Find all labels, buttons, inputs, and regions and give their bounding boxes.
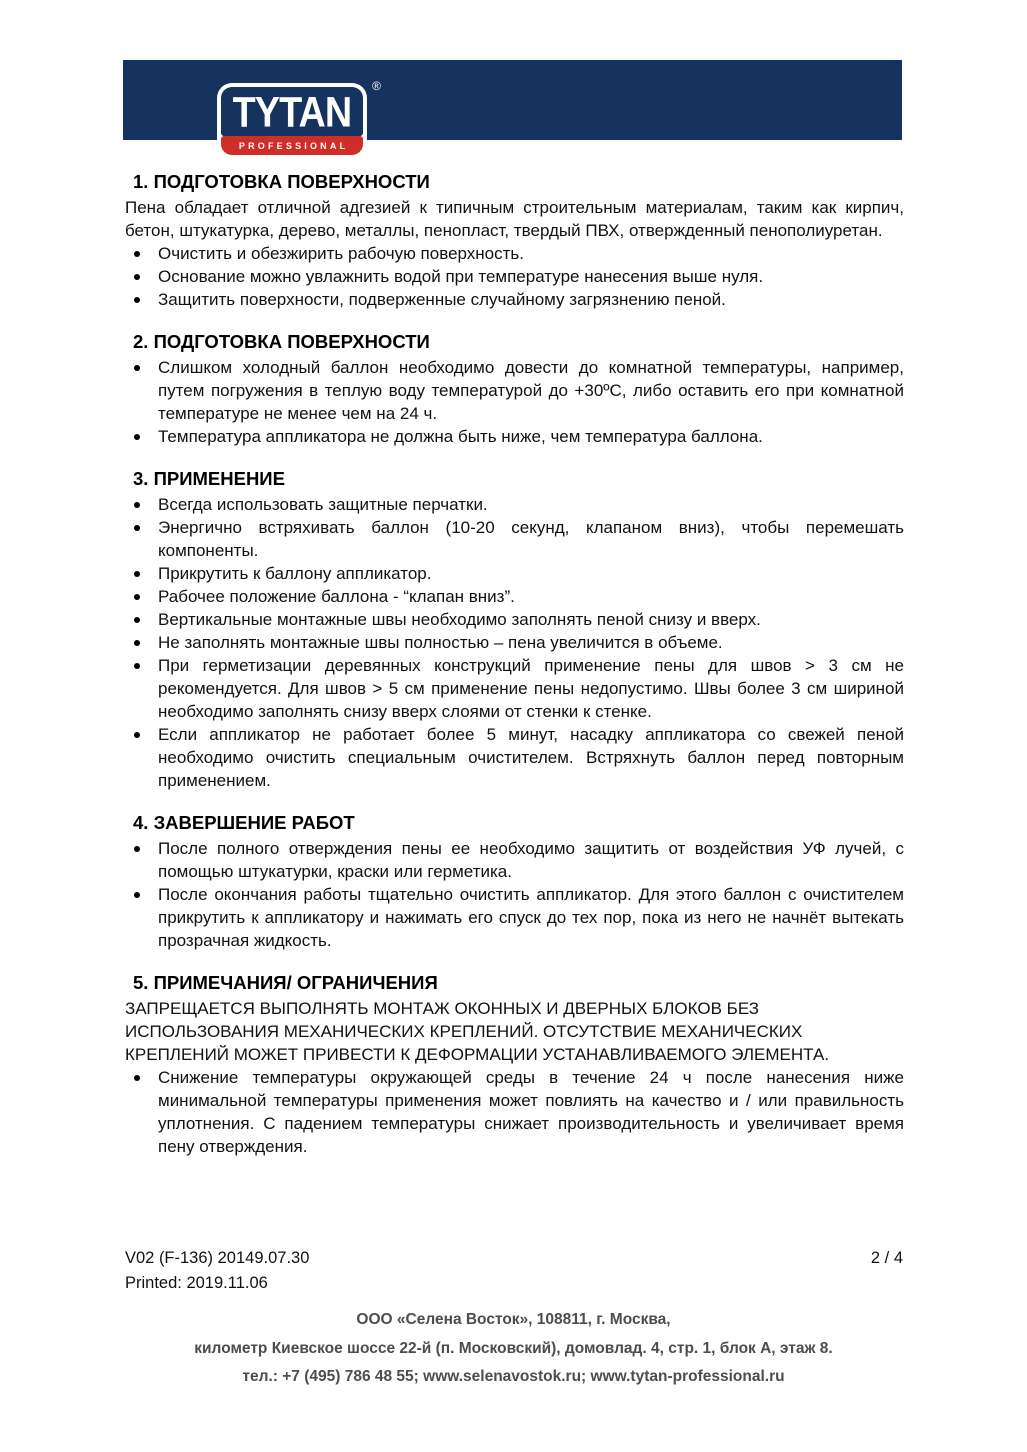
bullet-item: Слишком холодный баллон необходимо довести до комнатной температуры, например, путем погружения в теплую воду температурой до +30ºС, либо оставить его при комнатной температуре не менее чем на 24 ч. (125, 356, 904, 425)
logo-wordmark-box (221, 87, 363, 136)
bullet-item: Вертикальные монтажные швы необходимо заполнять пеной снизу и вверх. (125, 608, 904, 631)
section-5-bullet-list (125, 1066, 904, 1158)
section-1-paragraph: Пена обладает отличной адгезией к типичным строительным материалам, таким как кирпич, бетон, штукатурка, дерево, металлы, пенопласт, твердый ПВХ, отвержденный пенополиуретан. (125, 198, 904, 240)
section-3-application (125, 467, 904, 792)
logo-professional-banner (221, 136, 363, 155)
header-band (123, 60, 902, 151)
brand-subtitle: PROFESSIONAL (238, 140, 349, 151)
bullet-item: Снижение температуры окружающей среды в течение 24 ч после нанесения ниже минимальной температуры применения может повлиять на качество и / или правильность уплотнения. С падением температуры снижает производительность и увеличивает время пену отверждения. (125, 1066, 904, 1158)
bullet-item: Прикрутить к баллону аппликатор. (125, 562, 904, 585)
bullet-item: Если аппликатор не работает более 5 минут, насадку аппликатора со свежей пеной необходимо очистить специальным очистителем. Встряхнуть баллон перед повторным применением. (125, 723, 904, 792)
bullet-item: Очистить и обезжирить рабочую поверхность. (125, 242, 904, 265)
bullet-item: Всегда использовать защитные перчатки. (125, 493, 904, 516)
bullet-item: После полного отверждения пены ее необходимо защитить от воздействия УФ лучей, с помощью штукатурки, краски или герметика. (125, 837, 904, 883)
doc-version-line: V02 (F-136) 20149.07.30 (125, 1249, 310, 1267)
section-2-bullet-list (125, 356, 904, 448)
section-1-bullet-list (125, 242, 904, 311)
logo-frame (217, 83, 367, 159)
bullet-item: После окончания работы тщательно очистить аппликатор. Для этого баллон с очистителем прикрутить к аппликатору и нажимать его спуск до тех пор, пока из него не начнёт вытекать прозрачная жидкость. (125, 883, 904, 952)
tytan-logo (217, 79, 381, 159)
section-5-heading: 5. ПРИМЕЧАНИЯ/ ОГРАНИЧЕНИЯ (133, 972, 438, 993)
section-3-heading: 3. ПРИМЕНЕНИЕ (133, 468, 285, 489)
section-2-can-preparation (125, 330, 904, 448)
bullet-item: Не заполнять монтажные швы полностью – пена увеличится в объеме. (125, 631, 904, 654)
bullet-item: Рабочее положение баллона - “клапан вниз”. (125, 585, 904, 608)
section-3-bullet-list (125, 493, 904, 792)
company-address-block (0, 1306, 1027, 1392)
bullet-item: При герметизации деревянных конструкций применение пены для швов > 3 см не рекомендуется. Для швов > 5 см применение пены недопустимо. Швы более 3 см шириной необходимо заполнять снизу вверх слоями от стенки к стенке. (125, 654, 904, 723)
section-4-heading: 4. ЗАВЕРШЕНИЕ РАБОТ (133, 812, 355, 833)
section-1-heading: 1. ПОДГОТОВКА ПОВЕРХНОСТИ (133, 171, 430, 192)
address-line-2: километр Киевское шоссе 22-й (п. Московский), домовлад. 4, стр. 1, блок А, этаж 8. (194, 1339, 833, 1357)
section-5-warning-paragraph: ЗАПРЕЩАЕТСЯ ВЫПОЛНЯТЬ МОНТАЖ ОКОННЫХ И ДВЕРНЫХ БЛОКОВ БЕЗ ИСПОЛЬЗОВАНИЯ МЕХАНИЧЕСКИХ КРЕПЛЕНИЙ. ОТСУТСТВИЕ МЕХАНИЧЕСКИХ КРЕПЛЕНИЙ МОЖЕТ ПРИВЕСТИ К ДЕФОРМАЦИИ УСТАНАВЛИВАЕМОГО ЭЛЕМЕНТА. (125, 999, 830, 1064)
brand-wordmark: TYTAN (232, 87, 352, 135)
bullet-item: Энергично встряхивать баллон (10-20 секунд, клапаном вниз), чтобы перемешать компоненты. (125, 516, 904, 562)
section-2-heading: 2. ПОДГОТОВКА ПОВЕРХНОСТИ (133, 331, 430, 352)
document-body (125, 170, 904, 1158)
address-line-3: тел.: +7 (495) 786 48 55; www.selenavostok.ru; www.tytan-professional.ru (242, 1368, 785, 1385)
section-5-notes-restrictions (125, 971, 904, 1158)
registered-trademark-icon: ® (372, 79, 381, 93)
section-1-surface-preparation (125, 170, 904, 311)
page-number: 2 / 4 (870, 1249, 903, 1267)
section-4-finishing-work (125, 811, 904, 952)
bullet-item: Защитить поверхности, подверженные случайному загрязнению пеной. (125, 288, 904, 311)
address-line-1: ООО «Селена Восток», 108811, г. Москва, (356, 1311, 671, 1328)
printed-date-line: Printed: 2019.11.06 (125, 1274, 268, 1292)
bullet-item: Основание можно увлажнить водой при температуре нанесения выше нуля. (125, 265, 904, 288)
page-footer (125, 1246, 904, 1296)
bullet-item: Температура аппликатора не должна быть ниже, чем температура баллона. (125, 425, 904, 448)
section-4-bullet-list (125, 837, 904, 952)
